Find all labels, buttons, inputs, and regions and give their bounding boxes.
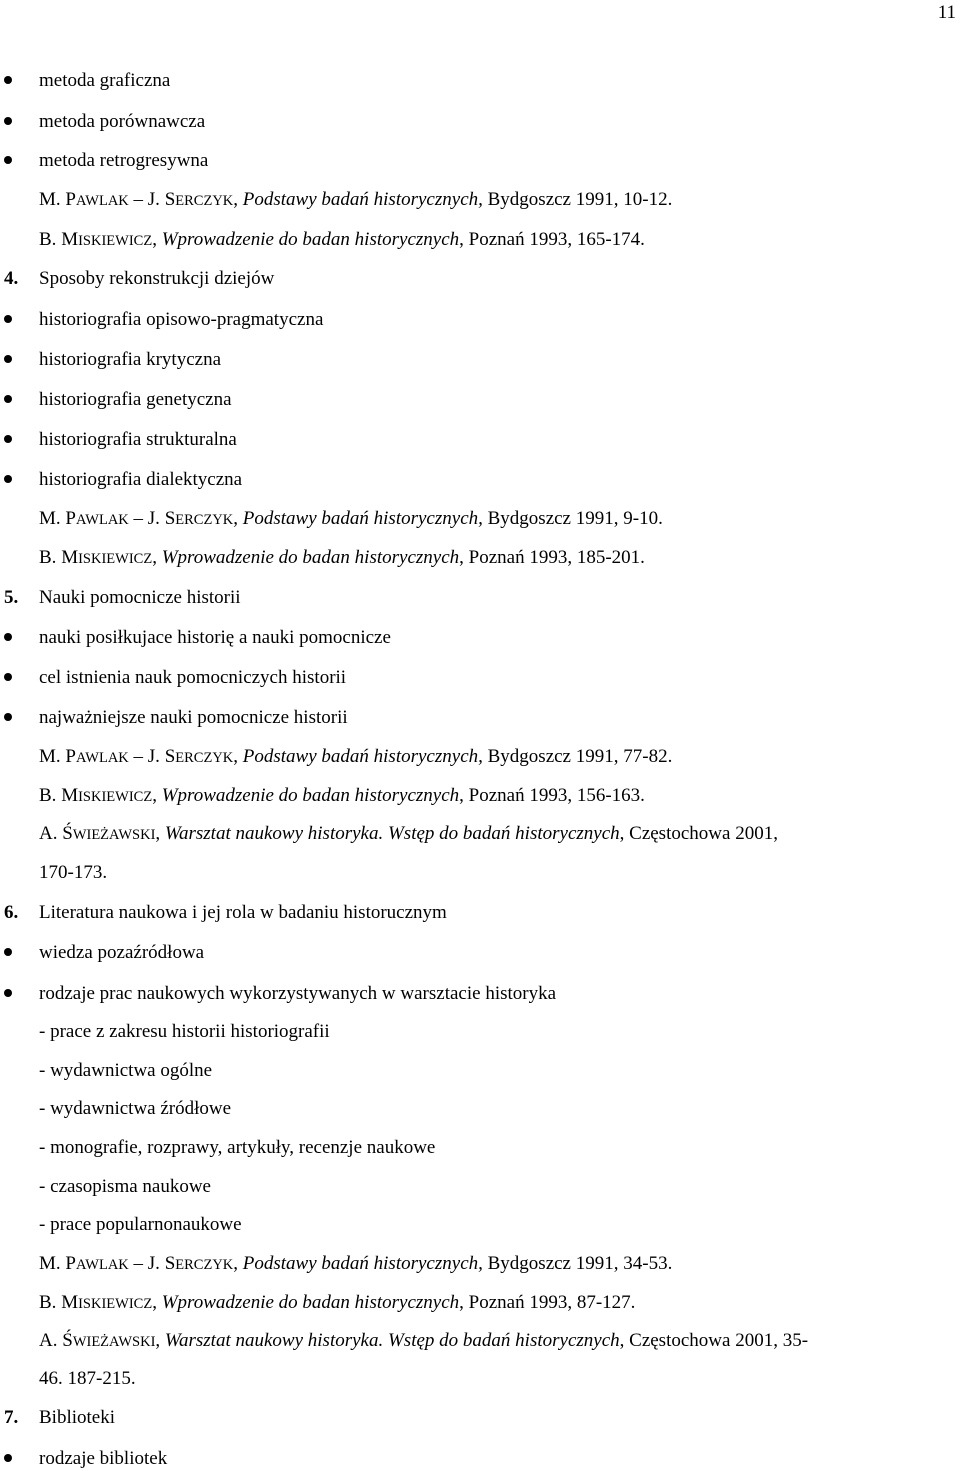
bullet-icon (4, 1454, 12, 1462)
list-item: nauki posiłkujace historię a nauki pomocnicze (39, 627, 391, 648)
sub-item: - wydawnictwa ogólne (39, 1060, 213, 1081)
list-item: historiografia krytyczna (39, 349, 222, 370)
reference-pawlak-serczyk: M. PAWLAK – J. SERCZYK, Podstawy badań historycznych, Bydgoszcz 1991, 77-82. (39, 746, 673, 767)
sub-item: - monografie, rozprawy, artykuły, recenzje naukowe (39, 1137, 436, 1158)
section-number: 4. (4, 268, 19, 289)
reference-pawlak-serczyk: M. PAWLAK – J. SERCZYK, Podstawy badań historycznych, Bydgoszcz 1991, 10-12. (39, 189, 673, 210)
list-item: rodzaje bibliotek (39, 1448, 168, 1469)
reference-miskiewicz: B. MISKIEWICZ, Wprowadzenie do badan historycznych, Poznań 1993, 156-163. (39, 785, 645, 806)
list-item: cel istnienia nauk pomocniczych historii (39, 667, 347, 688)
section-heading: Biblioteki (39, 1407, 115, 1428)
bullet-icon (4, 673, 12, 681)
reference-swiezawski: A. ŚWIEŻAWSKI, Warsztat naukowy historyka. Wstęp do badań historycznych, Częstochowa 2001, (39, 823, 778, 844)
section-heading: Nauki pomocnicze historii (39, 587, 241, 608)
bullet-icon (4, 435, 12, 443)
list-item: rodzaje prac naukowych wykorzystywanych w warsztacie historyka (39, 983, 557, 1004)
list-item: historiografia dialektyczna (39, 469, 243, 490)
list-item: wiedza pozaźródłowa (39, 942, 205, 963)
list-item: metoda retrogresywna (39, 150, 209, 171)
bullet-icon (4, 315, 12, 323)
reference-continuation: 170-173. (39, 862, 108, 883)
section-number: 5. (4, 587, 19, 608)
reference-pawlak-serczyk: M. PAWLAK – J. SERCZYK, Podstawy badań historycznych, Bydgoszcz 1991, 34-53. (39, 1253, 673, 1274)
bullet-icon (4, 475, 12, 483)
list-item: historiografia opisowo-pragmatyczna (39, 309, 324, 330)
list-item: historiografia genetyczna (39, 389, 232, 410)
list-item: metoda graficzna (39, 70, 171, 91)
sub-item: - prace popularnonaukowe (39, 1214, 242, 1235)
list-item: historiografia strukturalna (39, 429, 237, 450)
sub-item: - prace z zakresu historii historiografii (39, 1021, 330, 1042)
reference-continuation: 46. 187-215. (39, 1368, 136, 1389)
sub-item: - wydawnictwa źródłowe (39, 1098, 232, 1119)
bullet-icon (4, 76, 12, 84)
bullet-icon (4, 395, 12, 403)
reference-pawlak-serczyk: M. PAWLAK – J. SERCZYK, Podstawy badań historycznych, Bydgoszcz 1991, 9-10. (39, 508, 663, 529)
bullet-icon (4, 355, 12, 363)
page-number: 11 (937, 2, 956, 23)
bullet-icon (4, 156, 12, 164)
list-item: metoda porównawcza (39, 111, 206, 132)
reference-miskiewicz: B. MISKIEWICZ, Wprowadzenie do badan historycznych, Poznań 1993, 185-201. (39, 547, 645, 568)
bullet-icon (4, 117, 12, 125)
bullet-icon (4, 713, 12, 721)
bullet-icon (4, 633, 12, 641)
section-number: 7. (4, 1407, 19, 1428)
bullet-icon (4, 948, 12, 956)
sub-item: - czasopisma naukowe (39, 1176, 211, 1197)
reference-miskiewicz: B. MISKIEWICZ, Wprowadzenie do badan historycznych, Poznań 1993, 165-174. (39, 229, 645, 250)
section-number: 6. (4, 902, 19, 923)
reference-swiezawski: A. ŚWIEŻAWSKI, Warsztat naukowy historyka. Wstęp do badań historycznych, Częstochowa 2001, 35- (39, 1330, 809, 1351)
section-heading: Sposoby rekonstrukcji dziejów (39, 268, 275, 289)
reference-miskiewicz: B. MISKIEWICZ, Wprowadzenie do badan historycznych, Poznań 1993, 87-127. (39, 1292, 636, 1313)
section-heading: Literatura naukowa i jej rola w badaniu historucznym (39, 902, 447, 923)
bullet-icon (4, 989, 12, 997)
list-item: najważniejsze nauki pomocnicze historii (39, 707, 348, 728)
